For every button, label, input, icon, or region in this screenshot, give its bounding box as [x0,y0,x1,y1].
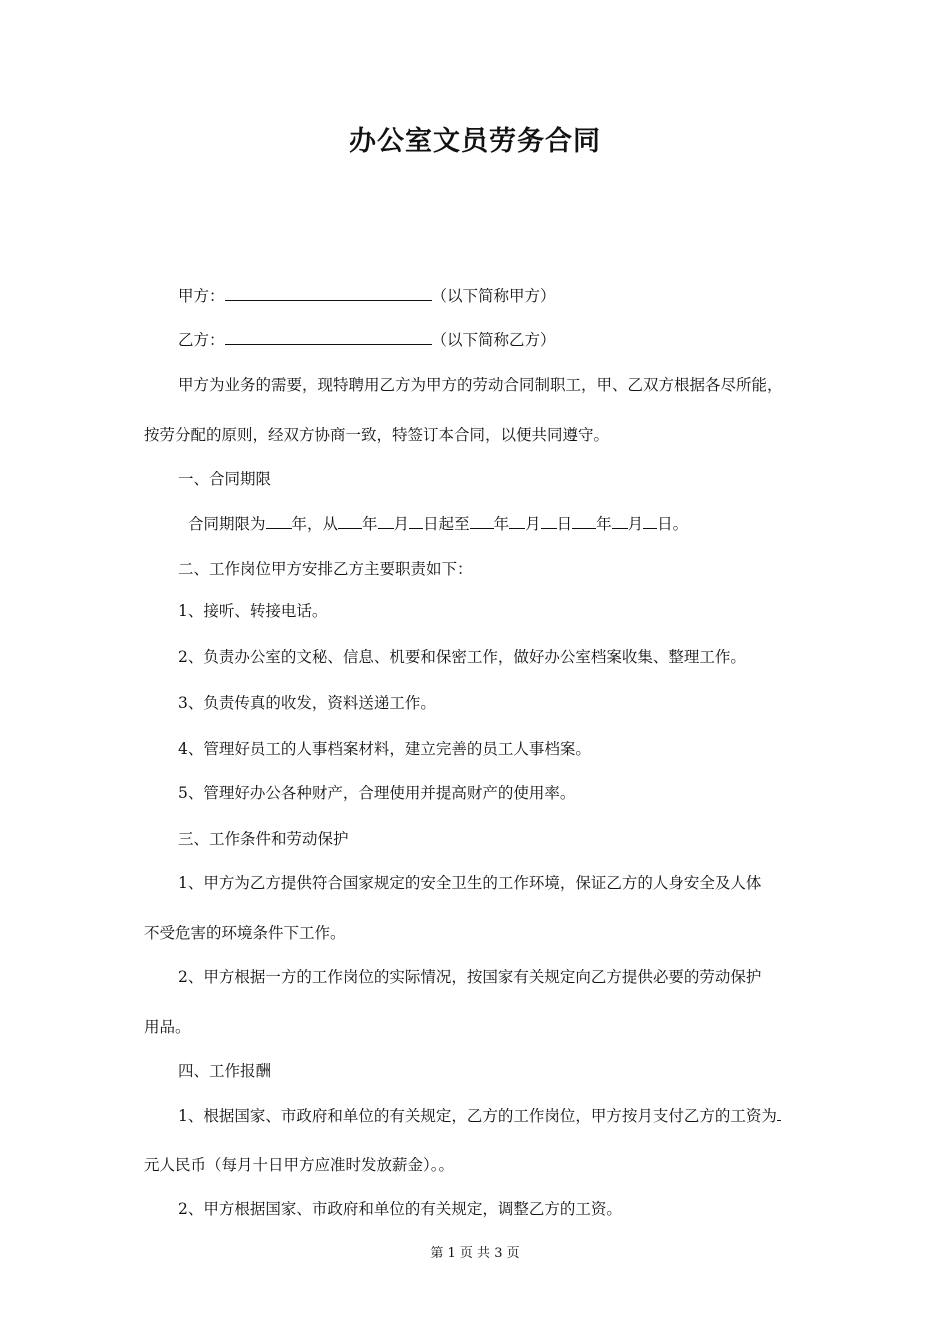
duty-item: 4、管理好员工的人事档案材料，建立完善的员工人事档案。 [178,740,591,758]
term-text: 年 [362,515,378,533]
intro-line-2: 按劳分配的原则，经双方协商一致，特签订本合同，以便共同遵守。 [144,426,610,444]
page-number-footer: 第 1 页 共 3 页 [430,1246,520,1261]
end-year-blank [470,512,494,529]
section-3-heading: 三、工作条件和劳动保护 [178,830,349,848]
party-b-label: 乙方： [178,331,225,349]
section-2-heading: 二、工作岗位甲方安排乙方主要职责如下： [178,560,473,578]
party-b-suffix: （以下简称乙方） [431,331,556,349]
start-month-blank [378,512,394,529]
extra-year-blank [572,512,596,529]
term-text: 年，从 [291,515,339,533]
end-month-blank [509,512,525,529]
document-title: 办公室文员劳务合同 [349,126,601,157]
pay-item-1-line-2: 元人民币（每月十日甲方应准时发放薪金）。。 [144,1156,455,1174]
pay-item-2: 2、甲方根据国家、市政府和单位的有关规定，调整乙方的工资。 [178,1200,622,1218]
party-a-line [178,284,556,307]
term-text: 日起至 [423,515,470,533]
term-years-blank [266,512,292,529]
party-b-line [178,328,556,351]
party-a-suffix: （以下简称甲方） [431,287,556,305]
extra-day-blank [643,512,657,529]
duty-item: 1、接听、转接电话。 [178,602,328,620]
extra-month-blank [612,512,628,529]
term-text: 合同期限为 [188,515,266,533]
duty-item: 3、负责传真的收发，资料送递工作。 [178,694,436,712]
section-4-heading: 四、工作报酬 [178,1062,272,1080]
contract-term-line [188,512,688,535]
party-a-label: 甲方： [178,287,225,305]
term-text: 日 [556,515,573,533]
term-text: 月 [525,515,541,533]
pay-text: 1、根据国家、市政府和单位的有关规定，乙方的工作岗位，甲方按月支付乙方的工资为 [178,1107,777,1125]
end-day-blank [541,512,557,529]
section-1-heading: 一、合同期限 [178,470,272,488]
condition-item-2-line-1: 2、甲方根据一方的工作岗位的实际情况，按国家有关规定向乙方提供必要的劳动保护 [178,968,762,986]
condition-item-1-line-1: 1、甲方为乙方提供符合国家规定的安全卫生的工作环境，保证乙方的人身安全及人体 [178,874,762,892]
party-a-blank [225,284,432,301]
term-text: 年 [596,515,612,533]
condition-item-2-line-2: 用品。 [144,1018,191,1036]
start-year-blank [338,512,362,529]
term-text: 月 [393,515,410,533]
term-text: 年 [493,515,510,533]
start-day-blank [409,512,423,529]
term-text: 日。 [657,515,689,533]
salary-blank [777,1104,781,1121]
party-b-blank [225,328,432,345]
duty-item: 2、负责办公室的文秘、信息、机要和保密工作，做好办公室档案收集、整理工作。 [178,648,746,666]
intro-line-1: 甲方为业务的需要，现特聘用乙方为甲方的劳动合同制职工，甲、乙双方根据各尽所能， [178,376,783,394]
term-text: 月 [627,515,644,533]
duty-item: 5、管理好办公各种财产，合理使用并提高财产的使用率。 [178,784,576,802]
pay-item-1-line-1 [178,1104,781,1127]
condition-item-1-line-2: 不受危害的环境条件下工作。 [144,924,346,942]
